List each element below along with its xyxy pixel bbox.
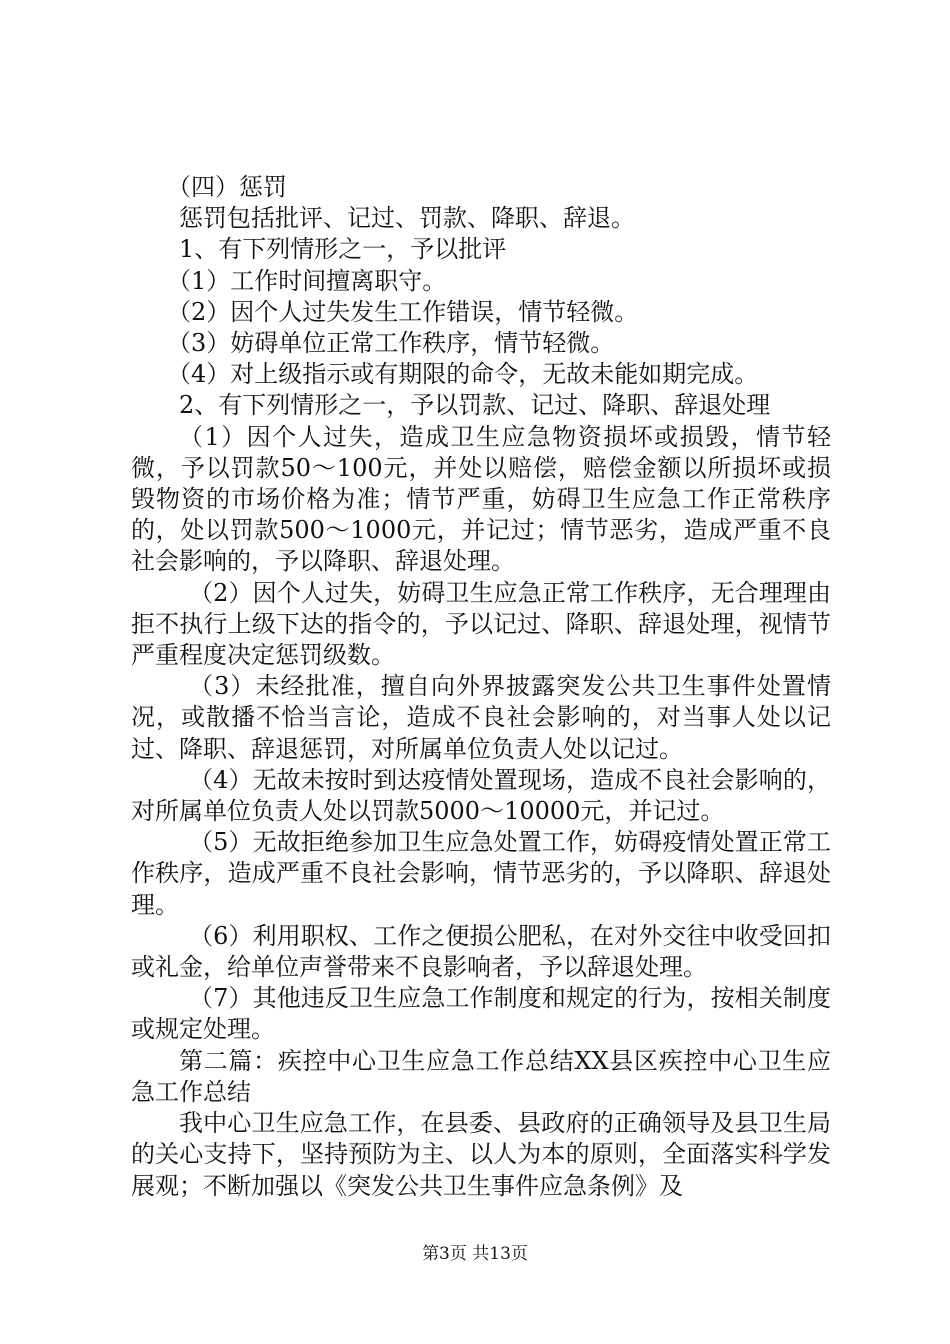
paragraph: 我中心卫生应急工作，在县委、县政府的正确领导及县卫生局的关心支持下，坚持预防为主、以人为本的原则，全面落实科学发展观；不断加强以《突发公共卫生事件应急条例》及 <box>131 1109 831 1200</box>
list-item: （6）利用职权、工作之便损公肥私，在对外交往中收受回扣或礼金，给单位声誉带来不良影响者，予以辞退处理。 <box>131 921 831 982</box>
subsection-heading: 2、有下列情形之一，予以罚款、记过、降职、辞退处理 <box>179 391 771 420</box>
list-item: （2）因个人过失，妨碍卫生应急正常工作秩序，无合理理由拒不执行上级下达的指令的，予以记过、降职、辞退处理，视情节严重程度决定惩罚级数。 <box>131 578 831 670</box>
list-item: （1）因个人过失，造成卫生应急物资损坏或损毁，情节轻微，予以罚款50～100元，并处以赔偿，赔偿金额以所损坏或损毁物资的市场价格为准；情节严重，妨碍卫生应急工作正常秩序的，处以罚款500～1000元，并记过；情节恶劣，造成严重不良社会影响的，予以降职、辞退处理。 <box>131 422 831 576</box>
document-body <box>131 172 831 1202</box>
list-item: （1）工作时间擅离职守。 <box>167 266 447 295</box>
list-item: （3）妨碍单位正常工作秩序，情节轻微。 <box>167 329 615 358</box>
list-item: （4）无故未按时到达疫情处置现场，造成不良社会影响的，对所属单位负责人处以罚款5000～10000元，并记过。 <box>131 765 831 826</box>
subsection-heading: 1、有下列情形之一，予以批评 <box>179 235 507 264</box>
list-item: （7）其他违反卫生应急工作制度和规定的行为，按相关制度或规定处理。 <box>131 984 831 1044</box>
page-number-footer: 第3页 共13页 <box>422 1244 528 1264</box>
list-item: （4）对上级指示或有期限的命令，无故未能如期完成。 <box>167 360 759 389</box>
list-item: （2）因个人过失发生工作错误，情节轻微。 <box>167 297 639 326</box>
list-item: （5）无故拒绝参加卫生应急处置工作，妨碍疫情处置正常工作秩序，造成严重不良社会影响，情节恶劣的，予以降职、辞退处理。 <box>131 828 831 919</box>
paragraph: 惩罚包括批评、记过、罚款、降职、辞退。 <box>179 204 635 233</box>
chapter-title: 第二篇：疾控中心卫生应急工作总结XX县区疾控中心卫生应急工作总结 <box>131 1046 831 1106</box>
section-heading: （四）惩罚 <box>167 173 287 201</box>
list-item: （3）未经批准，擅自向外界披露突发公共卫生事件处置情况，或散播不恰当言论，造成不良社会影响的，对当事人处以记过、降职、辞退惩罚，对所属单位负责人处以记过。 <box>131 672 831 763</box>
